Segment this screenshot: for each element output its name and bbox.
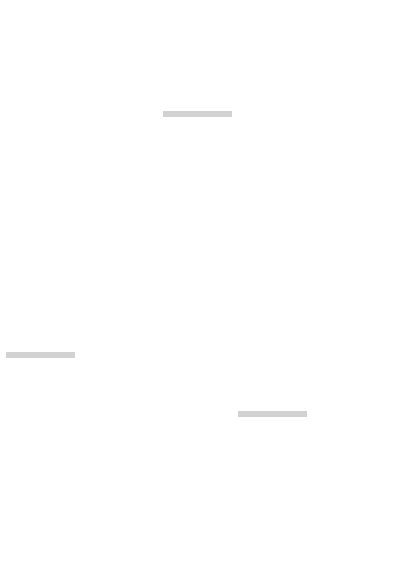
section-heading bbox=[6, 352, 75, 358]
section-heading bbox=[238, 411, 307, 417]
section-heading bbox=[163, 111, 232, 117]
footer-note bbox=[364, 564, 392, 569]
header-note bbox=[6, 2, 30, 7]
